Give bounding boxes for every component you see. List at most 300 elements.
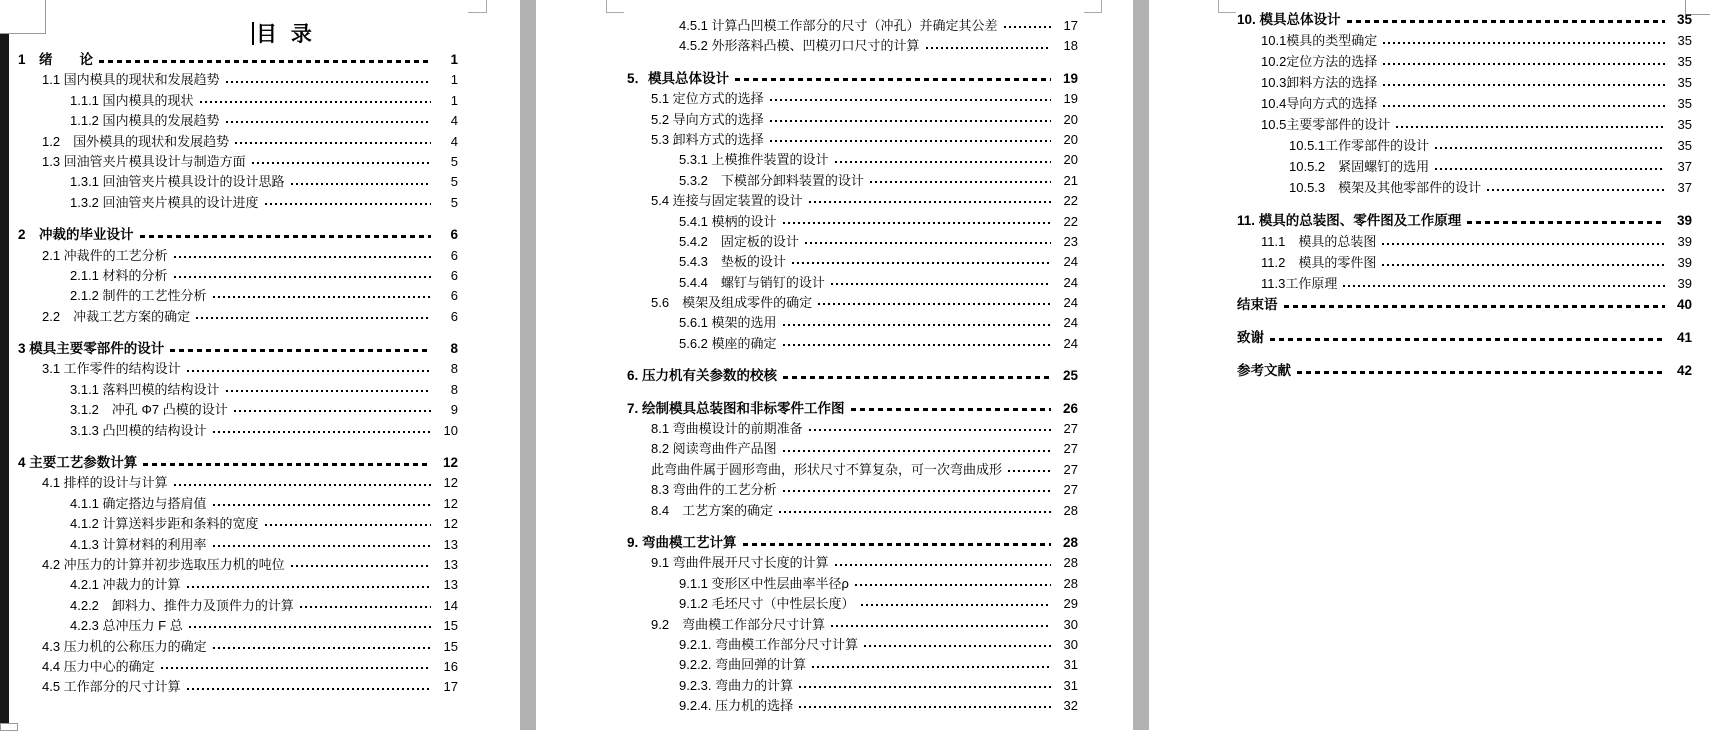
toc-entry-title: 9. 弯曲模工艺计算: [627, 534, 737, 550]
toc-entry[interactable]: [18, 152, 458, 172]
toc-entry[interactable]: [627, 232, 1078, 252]
dot-leader: [187, 370, 431, 372]
toc-entry[interactable]: [627, 191, 1078, 211]
toc-entry[interactable]: [18, 225, 458, 245]
dot-leader: [783, 450, 1051, 452]
toc-entry-page-number: 42: [1676, 363, 1692, 379]
toc-entry[interactable]: [627, 130, 1078, 150]
toc-entry-page-number: 21: [1063, 172, 1078, 188]
toc-entry[interactable]: [627, 419, 1078, 439]
toc-entry-title: 9.2.4. 压力机的选择: [679, 698, 794, 714]
toc-entry[interactable]: [627, 480, 1078, 500]
toc-entry[interactable]: [18, 266, 458, 286]
toc-entry-title: 10.4导向方式的选择: [1261, 96, 1378, 112]
toc-entry[interactable]: [18, 307, 458, 327]
toc-entry[interactable]: [18, 575, 458, 595]
toc-entry[interactable]: [18, 359, 458, 379]
toc-entry[interactable]: [1237, 253, 1692, 274]
dot-leader: [831, 283, 1051, 285]
toc-entry-page-number: 41: [1676, 330, 1692, 346]
toc-entry-title: 3.1.2 冲孔 Φ7 凸模的设计: [70, 402, 228, 418]
toc-entry-page-number: 8: [450, 381, 458, 397]
toc-entry-title: 4.1.3 计算材料的利用率: [70, 536, 207, 552]
toc-entry[interactable]: [1237, 136, 1692, 157]
dot-leader: [809, 429, 1051, 431]
dot-leader: [265, 524, 431, 526]
dot-leader: [864, 645, 1051, 647]
toc-entry[interactable]: [627, 293, 1078, 313]
dot-leader: [226, 81, 431, 83]
toc-entry-title: 11.2 模具的零件图: [1261, 255, 1377, 271]
dot-leader: [1467, 221, 1665, 224]
toc-entry[interactable]: [1237, 211, 1692, 232]
toc-entry-title: 5.6 模架及组成零件的确定: [651, 295, 813, 311]
toc-entry-title: 4.2.2 卸料力、推件力及顶件力的计算: [70, 597, 294, 613]
page-gap-1: [520, 0, 536, 730]
toc-entry-page-number: 29: [1063, 596, 1078, 612]
dot-leader: [1382, 264, 1665, 266]
dot-leader: [861, 604, 1051, 606]
toc-entry-title: 5.4.2 固定板的设计: [679, 233, 799, 249]
dot-leader: [1347, 20, 1665, 23]
dot-leader: [770, 120, 1051, 122]
toc-entry[interactable]: [18, 453, 458, 473]
toc-entry-page-number: 24: [1063, 315, 1078, 331]
dot-leader: [809, 201, 1051, 203]
toc-entry-title: 8.3 弯曲件的工艺分析: [651, 482, 777, 498]
toc-entry[interactable]: [18, 473, 458, 493]
toc-entry[interactable]: [627, 676, 1078, 696]
toc-entry-title: 7. 绘制模具总装图和非标零件工作图: [627, 400, 845, 416]
dot-leader: [1435, 147, 1665, 149]
dot-leader: [1383, 105, 1665, 107]
dot-leader: [143, 463, 431, 466]
dot-leader: [1383, 42, 1665, 44]
toc-entry-page-number: 27: [1063, 482, 1078, 498]
toc-entry[interactable]: [18, 111, 458, 131]
toc-entry[interactable]: [627, 399, 1078, 419]
toc-entry-title: 4.2.3 总冲压力 F 总: [70, 618, 183, 634]
toc-entry-page-number: 10: [443, 422, 458, 438]
dot-leader: [140, 235, 431, 238]
toc-entry-page-number: 20: [1063, 131, 1078, 147]
toc-entry-page-number: 39: [1677, 255, 1692, 271]
toc-entry[interactable]: [18, 339, 458, 359]
toc-entry-page-number: 4: [450, 113, 458, 129]
toc-entry[interactable]: [18, 380, 458, 400]
toc-entry-title: 致谢: [1237, 330, 1264, 346]
toc-entry[interactable]: [18, 132, 458, 152]
toc-entry-page-number: 35: [1677, 96, 1692, 112]
toc-entry-page-number: 1: [450, 92, 458, 108]
toc-entry-page-number: 31: [1063, 677, 1078, 693]
dot-leader: [799, 706, 1051, 708]
toc-entry-page-number: 22: [1063, 193, 1078, 209]
toc-entry[interactable]: [18, 400, 458, 420]
toc-entry-title: 5.3.1 上模推件装置的设计: [679, 152, 829, 168]
toc-entry-page-number: 40: [1676, 297, 1692, 313]
toc-entry-page-number: 35: [1676, 12, 1692, 28]
toc-entry-page-number: 30: [1063, 636, 1078, 652]
toc-entry[interactable]: [1237, 52, 1692, 73]
dot-leader: [783, 490, 1051, 492]
toc-entry-page-number: 35: [1677, 54, 1692, 70]
dot-leader: [1297, 371, 1665, 374]
dot-leader: [174, 484, 431, 486]
toc-entry[interactable]: [627, 553, 1078, 573]
toc-entry[interactable]: [18, 193, 458, 213]
dot-leader: [226, 390, 431, 392]
toc-entry-page-number: 14: [443, 597, 458, 613]
toc-entry-title: 5.4 连接与固定装置的设计: [651, 193, 803, 209]
toc-entry-title: 参考文献: [1237, 363, 1291, 379]
toc-entry[interactable]: [627, 110, 1078, 130]
toc-entry[interactable]: [18, 616, 458, 636]
toc-entry-page-number: 27: [1063, 461, 1078, 477]
toc-entry-title: 1.1 国内模具的现状和发展趋势: [42, 72, 220, 88]
dot-leader: [213, 504, 431, 506]
dot-leader: [1004, 26, 1051, 28]
toc-entry-title: 8.4 工艺方案的确定: [651, 502, 774, 518]
dot-leader: [1396, 126, 1665, 128]
toc-entry[interactable]: [627, 69, 1078, 89]
toc-entry-page-number: 24: [1063, 295, 1078, 311]
toc-entry[interactable]: [18, 657, 458, 677]
dot-leader: [812, 666, 1051, 668]
toc-entry-title: 2.1.2 制件的工艺性分析: [70, 288, 207, 304]
toc-entry-title: 3.1 工作零件的结构设计: [42, 361, 181, 377]
dot-leader: [783, 376, 1051, 379]
toc-entry[interactable]: [627, 313, 1078, 333]
dot-leader: [831, 625, 1051, 627]
dot-leader: [835, 564, 1051, 566]
dot-leader: [735, 78, 1051, 81]
toc-entry-page-number: 12: [443, 516, 458, 532]
toc-entry-title: 1.2 国外模具的现状和发展趋势: [42, 133, 230, 149]
toc-entry[interactable]: [627, 334, 1078, 354]
toc-entry-page-number: 15: [443, 638, 458, 654]
toc-entry-title: 11.3工作原理: [1261, 276, 1338, 292]
toc-entry-title: 1.3.2 回油管夹片模具的设计进度: [70, 194, 259, 210]
toc-entry-page-number: 24: [1063, 274, 1078, 290]
toc-entry[interactable]: [627, 635, 1078, 655]
dot-leader: [1382, 243, 1665, 245]
toc-entry-page-number: 39: [1676, 213, 1692, 229]
toc-entry[interactable]: [18, 286, 458, 306]
toc-entry[interactable]: [627, 439, 1078, 459]
dot-leader: [291, 565, 431, 567]
toc-entry-title: 9.2.3. 弯曲力的计算: [679, 677, 794, 693]
toc-entry-title: 1.3 回油管夹片模具设计与制造方面: [42, 153, 246, 169]
toc-entry-page-number: 28: [1063, 555, 1078, 571]
dot-leader: [213, 545, 431, 547]
toc-entry[interactable]: [627, 501, 1078, 521]
toc-entry-title: 10.5.2 紧固螺钉的选用: [1289, 159, 1430, 175]
margin-crop-mark: [486, 0, 487, 13]
toc-entry-page-number: 6: [450, 267, 458, 283]
toc-entry-page-number: 12: [443, 475, 458, 491]
toc-entry-page-number: 1: [450, 72, 458, 88]
toc-entry-page-number: 39: [1677, 234, 1692, 250]
toc-entry-page-number: 13: [443, 536, 458, 552]
dot-leader: [1435, 168, 1665, 170]
toc-entry-title: 4.5 工作部分的尺寸计算: [42, 679, 181, 695]
toc-entry-title: 9.2.1. 弯曲模工作部分尺寸计算: [679, 636, 859, 652]
page-corner-mark: [0, 0, 46, 34]
toc-entry-page-number: 6: [450, 247, 458, 263]
dot-leader: [300, 606, 431, 608]
toc-entry-page-number: 15: [443, 618, 458, 634]
toc-entry[interactable]: [18, 555, 458, 575]
toc-entry-page-number: 19: [1062, 70, 1078, 86]
toc-entry-title: 3.1.3 凸凹模的结构设计: [70, 422, 207, 438]
toc-entry-title: 6. 压力机有关参数的校核: [627, 368, 778, 384]
toc-entry-page-number: 28: [1063, 575, 1078, 591]
dot-leader: [792, 262, 1051, 264]
toc-entry-title: 9.2.2. 弯曲回弹的计算: [679, 657, 807, 673]
toc-entry-title: 11.1 模具的总装图: [1261, 234, 1377, 250]
toc-entry-page-number: 30: [1063, 616, 1078, 632]
toc-entry-page-number: 35: [1677, 33, 1692, 49]
dot-leader: [818, 303, 1051, 305]
toc-entry-title: 4.3 压力机的公称压力的确定: [42, 638, 207, 654]
dot-leader: [187, 688, 431, 690]
toc-entry[interactable]: [1237, 178, 1692, 199]
dot-leader: [1383, 84, 1665, 86]
toc-entry[interactable]: [18, 535, 458, 555]
toc-column-page-2: [627, 16, 1078, 717]
dot-leader: [743, 543, 1051, 546]
toc-entry[interactable]: [627, 533, 1078, 553]
toc-entry-page-number: 20: [1063, 152, 1078, 168]
toc-entry-title: 4.5.1 计算凸凹模工作部分的尺寸（冲孔）并确定其公差: [679, 18, 998, 33]
dot-leader: [799, 686, 1051, 688]
dot-leader: [234, 410, 431, 412]
toc-entry[interactable]: [1237, 94, 1692, 115]
toc-entry[interactable]: [1237, 31, 1692, 52]
toc-entry[interactable]: [627, 594, 1078, 614]
toc-entry-page-number: 35: [1677, 138, 1692, 154]
toc-entry-page-number: 17: [443, 679, 458, 695]
toc-entry[interactable]: [627, 615, 1078, 635]
dot-leader: [770, 140, 1051, 142]
toc-entry-page-number: 13: [443, 556, 458, 572]
dot-leader: [213, 647, 431, 649]
toc-entry[interactable]: [627, 655, 1078, 675]
toc-entry[interactable]: [627, 696, 1078, 716]
toc-entry[interactable]: [18, 494, 458, 514]
toc-entry-page-number: 31: [1063, 657, 1078, 673]
dot-leader: [783, 324, 1051, 326]
toc-entry-title: 5.6.1 模架的选用: [679, 315, 777, 331]
toc-entry-page-number: 6: [450, 227, 458, 243]
dot-leader: [213, 431, 431, 433]
toc-entry-page-number: 37: [1677, 159, 1692, 175]
dot-leader: [1270, 338, 1665, 341]
toc-entry-page-number: 24: [1063, 335, 1078, 351]
toc-entry-page-number: 39: [1677, 276, 1692, 292]
window-edge-strip: [0, 0, 9, 730]
dot-leader: [835, 161, 1051, 163]
toc-entry[interactable]: [627, 366, 1078, 386]
toc-entry-page-number: 9: [450, 402, 458, 418]
toc-entry-title: 2.1 冲裁件的工艺分析: [42, 247, 168, 263]
toc-entry[interactable]: [1237, 73, 1692, 94]
toc-entry-title: 结束语: [1237, 297, 1278, 313]
toc-entry-title: 4.1.1 确定搭边与搭肩值: [70, 495, 207, 511]
toc-entry-page-number: 18: [1063, 38, 1078, 54]
page-gap-2: [1133, 0, 1149, 730]
toc-title-text: 目 录: [256, 23, 316, 46]
dot-leader: [252, 162, 431, 164]
dot-leader: [265, 203, 431, 205]
toc-entry[interactable]: [18, 246, 458, 266]
toc-entry[interactable]: [18, 514, 458, 534]
toc-entry-title: 4.2 冲压力的计算并初步选取压力机的吨位: [42, 556, 285, 572]
toc-entry-page-number: 22: [1063, 213, 1078, 229]
toc-entry-title: 9.1 弯曲件展开尺寸长度的计算: [651, 555, 829, 571]
toc-entry-title: 2 冲裁的毕业设计: [18, 227, 134, 243]
toc-entry-page-number: 28: [1063, 502, 1078, 518]
toc-entry-title: 9.1.2 毛坯尺寸（中性层长度）: [679, 596, 855, 612]
toc-entry-title: 3.1.1 落料凹模的结构设计: [70, 381, 220, 397]
toc-entry-title: 2.1.1 材料的分析: [70, 267, 168, 283]
dot-leader: [213, 296, 431, 298]
toc-entry[interactable]: [18, 637, 458, 657]
toc-entry-page-number: 20: [1063, 111, 1078, 127]
toc-entry[interactable]: [1237, 295, 1692, 316]
toc-entry-title: 此弯曲件属于圆形弯曲，形状尺寸不算复杂，可一次弯曲成形: [651, 461, 1003, 477]
toc-entry-page-number: 8: [450, 361, 458, 377]
toc-entry-title: 4.1 排样的设计与计算: [42, 475, 168, 491]
toc-entry-page-number: 27: [1063, 421, 1078, 437]
toc-entry-page-number: 5: [450, 194, 458, 210]
dot-leader: [1383, 63, 1665, 65]
toc-entry-title: 10. 模具总体设计: [1237, 12, 1341, 28]
toc-entry-title: 10.5.3 模架及其他零部件的设计: [1289, 180, 1482, 196]
toc-entry-title: 4 主要工艺参数计算: [18, 455, 138, 471]
text-cursor: [252, 22, 254, 45]
toc-entry-title: 5.1 定位方式的选择: [651, 91, 764, 107]
toc-entry-page-number: 5: [450, 153, 458, 169]
toc-entry[interactable]: [627, 16, 1078, 36]
toc-entry-title: 4.4 压力中心的确定: [42, 658, 155, 674]
dot-leader: [235, 142, 431, 144]
toc-entry[interactable]: [627, 273, 1078, 293]
toc-column-page-3: [1237, 10, 1692, 382]
toc-entry-page-number: 19: [1063, 91, 1078, 107]
dot-leader: [870, 181, 1051, 183]
toc-entry-page-number: 23: [1063, 233, 1078, 249]
toc-entry[interactable]: [1237, 232, 1692, 253]
toc-entry-title: 4.1.2 计算送料步距和条料的宽度: [70, 516, 259, 532]
toc-entry-title: 9.2 弯曲模工作部分尺寸计算: [651, 616, 826, 632]
toc-entry-page-number: 24: [1063, 254, 1078, 270]
toc-entry[interactable]: [18, 172, 458, 192]
toc-entry-page-number: 17: [1063, 18, 1078, 33]
dot-leader: [291, 183, 431, 185]
toc-entry[interactable]: [627, 171, 1078, 191]
toc-entry[interactable]: [18, 91, 458, 111]
toc-entry-title: 3 模具主要零部件的设计: [18, 341, 165, 357]
toc-entry-title: 5.3.2 下模部分卸料装置的设计: [679, 172, 864, 188]
toc-entry-page-number: 16: [443, 658, 458, 674]
toc-entry-title: 1.3.1 回油管夹片模具设计的设计思路: [70, 174, 285, 190]
toc-column-page-1: [18, 50, 458, 698]
toc-entry-title: 10.5.1工作零部件的设计: [1289, 138, 1430, 154]
toc-entry-page-number: 35: [1677, 75, 1692, 91]
toc-entry[interactable]: [18, 596, 458, 616]
dot-leader: [783, 344, 1051, 346]
toc-entry-title: 11. 模具的总装图、零件图及工作原理: [1237, 213, 1462, 229]
toc-entry[interactable]: [1237, 361, 1692, 382]
toc-entry-page-number: 4: [450, 133, 458, 149]
toc-entry[interactable]: [18, 50, 458, 70]
margin-crop-mark: [1218, 12, 1236, 13]
dot-leader: [170, 349, 431, 352]
toc-entry-title: 5.4.3 垫板的设计: [679, 254, 786, 270]
toc-entry[interactable]: [627, 212, 1078, 232]
dot-leader: [161, 667, 431, 669]
toc-entry[interactable]: [627, 36, 1078, 56]
toc-entry-page-number: 28: [1062, 534, 1078, 550]
toc-entry-title: 8.2 阅读弯曲件产品图: [651, 441, 777, 457]
toc-entry-title: 1.1.1 国内模具的现状: [70, 92, 194, 108]
toc-entry[interactable]: [18, 677, 458, 697]
toc-entry[interactable]: [18, 421, 458, 441]
toc-entry-title: 8.1 弯曲模设计的前期准备: [651, 421, 803, 437]
dot-leader: [1284, 305, 1666, 308]
toc-entry[interactable]: [1237, 115, 1692, 136]
margin-crop-mark: [606, 12, 624, 13]
dot-leader: [851, 408, 1051, 411]
dot-leader: [200, 101, 431, 103]
toc-entry[interactable]: [627, 574, 1078, 594]
toc-entry-title: 4.2.1 冲裁力的计算: [70, 577, 181, 593]
dot-leader: [226, 121, 431, 123]
toc-entry-title: 1.1.2 国内模具的发展趋势: [70, 113, 220, 129]
toc-entry[interactable]: [627, 89, 1078, 109]
dot-leader: [783, 222, 1051, 224]
toc-entry-page-number: 26: [1062, 400, 1078, 416]
toc-entry-title: 2.2 冲裁工艺方案的确定: [42, 308, 191, 324]
dot-leader: [1343, 285, 1665, 287]
toc-entry-title: 4.5.2 外形落料凸模、凹模刃口尺寸的计算: [679, 38, 920, 54]
toc-entry-title: 5.3 卸料方式的选择: [651, 131, 764, 147]
toc-entry[interactable]: [1237, 10, 1692, 31]
toc-entry-page-number: 12: [443, 495, 458, 511]
toc-entry-title: 9.1.1 变形区中性层曲率半径ρ: [679, 575, 849, 591]
dot-leader: [926, 47, 1051, 49]
toc-entry-title: 5.6.2 模座的确定: [679, 335, 777, 351]
toc-entry-page-number: 6: [450, 308, 458, 324]
toc-entry[interactable]: [1237, 328, 1692, 349]
toc-entry[interactable]: [1237, 274, 1692, 295]
toc-entry-title: 10.2定位方法的选择: [1261, 54, 1378, 70]
margin-crop-mark: [1084, 12, 1102, 13]
toc-entry[interactable]: [627, 460, 1078, 480]
toc-entry-page-number: 27: [1063, 441, 1078, 457]
toc-entry-page-number: 1: [450, 52, 458, 67]
toc-entry[interactable]: [627, 150, 1078, 170]
toc-title: [252, 18, 316, 48]
toc-entry[interactable]: [627, 252, 1078, 272]
dot-leader: [855, 584, 1051, 586]
toc-entry[interactable]: [1237, 157, 1692, 178]
toc-entry-page-number: 32: [1063, 698, 1078, 714]
toc-entry-page-number: 37: [1677, 180, 1692, 196]
toc-entry[interactable]: [18, 70, 458, 90]
